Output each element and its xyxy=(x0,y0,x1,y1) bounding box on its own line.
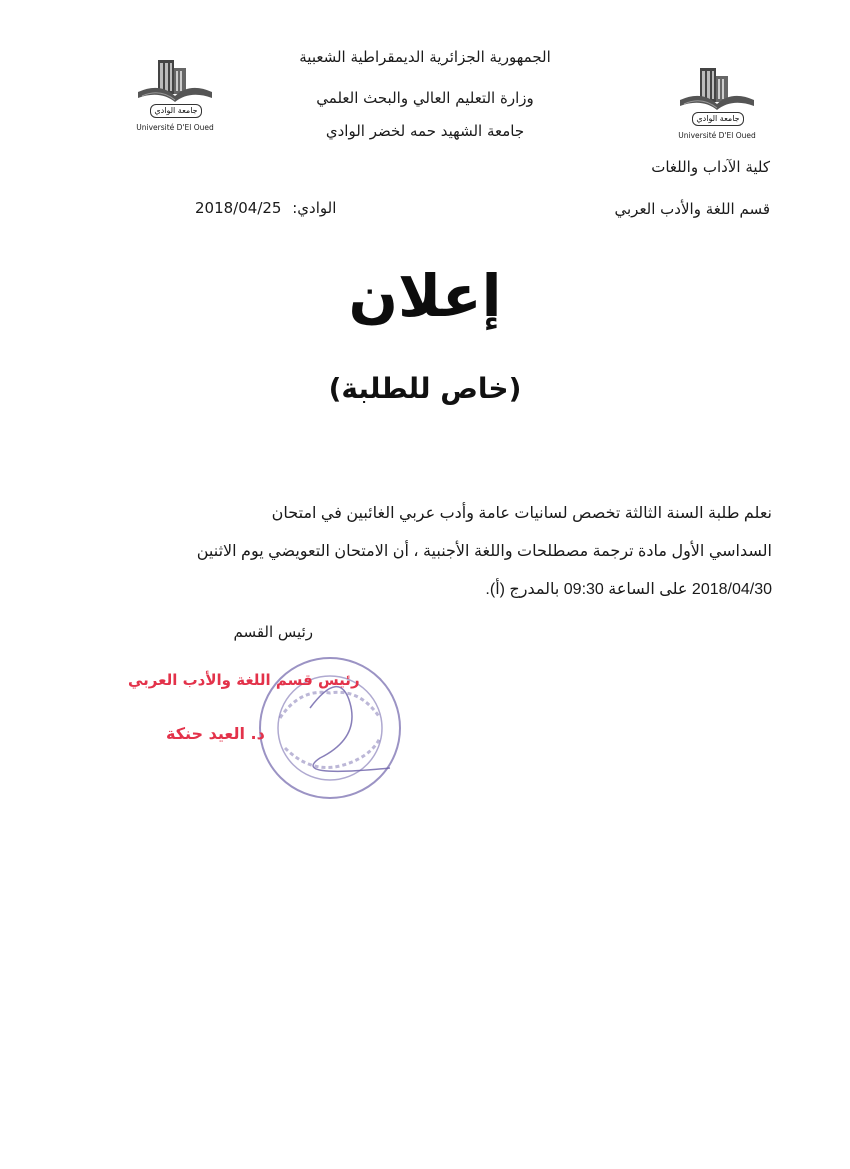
logo-caption-french: Université D'El Oued xyxy=(678,131,756,140)
announcement-body xyxy=(80,495,772,609)
date-value: 2018/04/25 xyxy=(195,199,282,217)
body-line-3: 2018/04/30 على الساعة 09:30 بالمدرج (أ). xyxy=(485,581,772,598)
logo-caption-arabic: جامعة الوادي xyxy=(150,104,202,118)
announcement-title: إعلان xyxy=(348,262,502,330)
document-date xyxy=(195,199,336,217)
announcement-subtitle: (خاص للطلبة) xyxy=(328,372,522,405)
header-ministry: وزارة التعليم العالي والبحث العلمي xyxy=(316,89,534,107)
university-building-icon xyxy=(672,60,762,142)
university-building-icon xyxy=(130,52,220,134)
university-logo-left xyxy=(130,52,220,134)
department-name: قسم اللغة والأدب العربي xyxy=(614,200,770,218)
university-logo-right xyxy=(672,60,762,142)
faculty-name: كلية الآداب واللغات xyxy=(651,158,770,176)
body-line-2: السداسي الأول مادة ترجمة مصطلحات واللغة الأجنبية ، أن الامتحان التعويضي يوم الاثنين xyxy=(196,543,772,560)
header-university: جامعة الشهيد حمه لخضر الوادي xyxy=(325,122,525,140)
stamp-signer-name: د. العيد حنكة xyxy=(166,724,265,743)
stamp-department-head: رئيس قسم اللغة والأدب العربي xyxy=(128,671,360,689)
logo-caption-french: Université D'El Oued xyxy=(136,123,214,132)
signature-title: رئيس القسم xyxy=(233,623,313,641)
date-label: الوادي: xyxy=(292,199,337,217)
header-republic: الجمهورية الجزائرية الديمقراطية الشعبية xyxy=(299,48,551,66)
logo-caption-arabic: جامعة الوادي xyxy=(692,112,744,126)
body-line-1: نعلم طلبة السنة الثالثة تخصص لسانيات عامة وأدب عربي الغائبين في امتحان xyxy=(271,505,772,522)
